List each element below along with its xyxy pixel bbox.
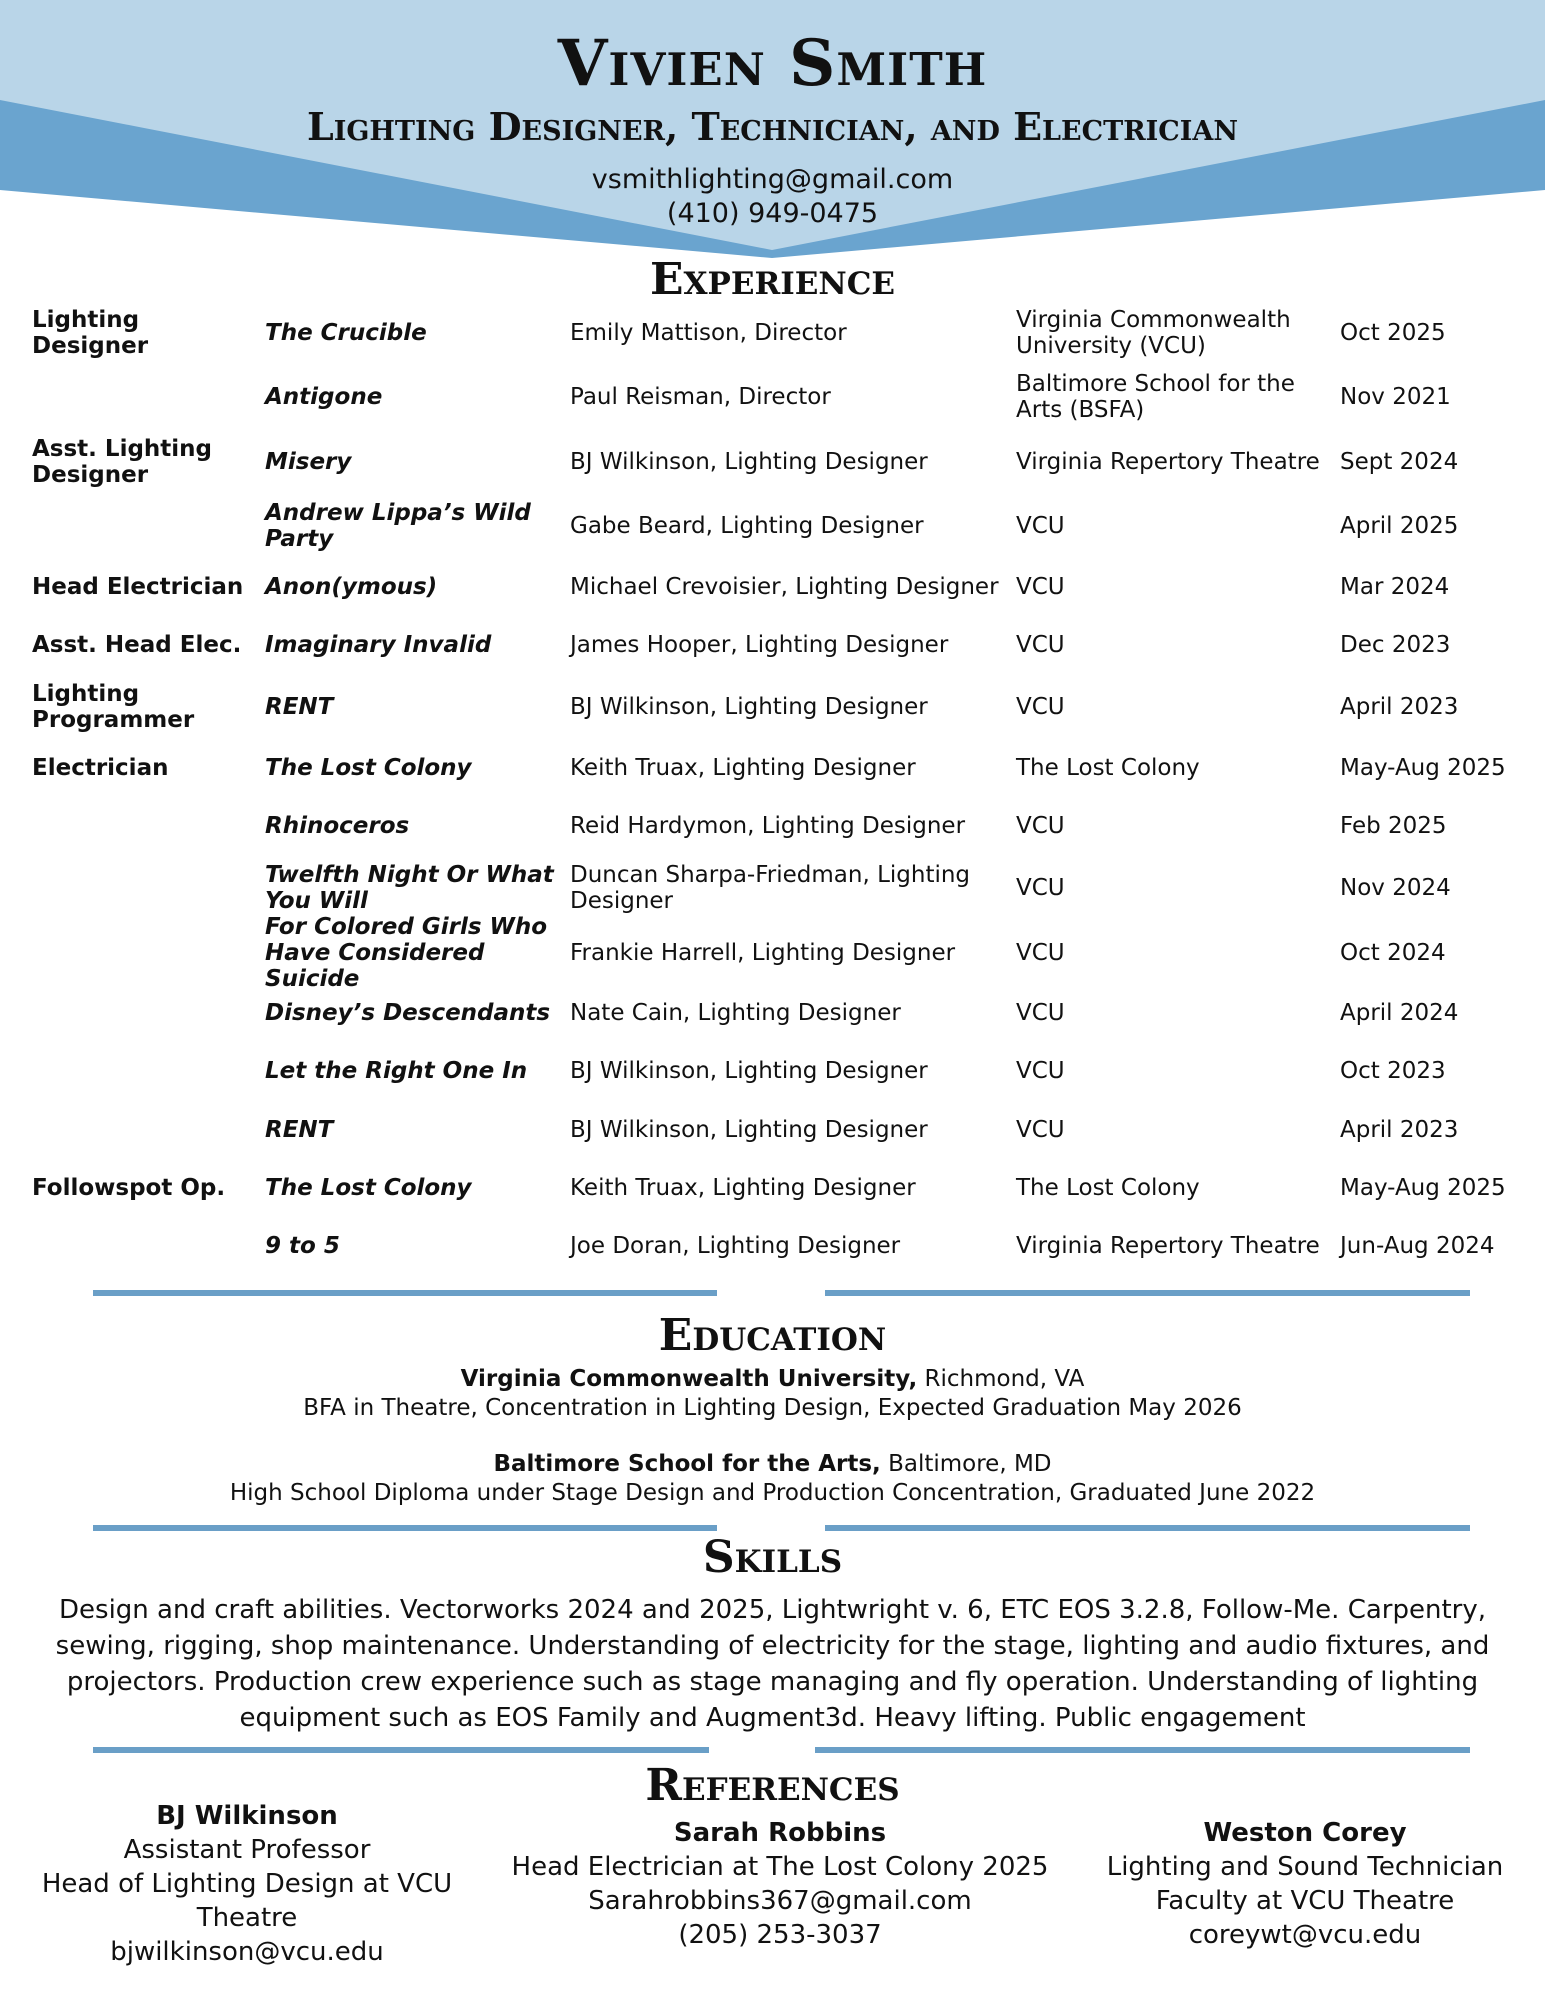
- collaborator: Paul Reisman, Director: [570, 384, 831, 410]
- candidate-name: Vivien Smith: [557, 26, 988, 101]
- collaborator: Keith Truax, Lighting Designer: [570, 1175, 916, 1201]
- date: April 2023: [1340, 1117, 1459, 1143]
- venue: VCU: [1016, 694, 1065, 720]
- date: Nov 2024: [1340, 875, 1451, 901]
- reference-name: Sarah Robbins: [673, 1818, 887, 1848]
- role: [32, 858, 257, 918]
- skills-text: Design and craft abilities. Vectorworks 2024 and 2025, Lightwright v. 6, ETC EOS 3.2.8, Follow-Me. Carpentry, sewing, rigging, shop maintenance. Understanding of electricity for the stage, lighting and audio fixtures, and projectors. Production crew experience such as stage managing and fly operation. Understanding of lighting equipment such as EOS Family and Augment3d. Heavy lifting. Public engagement: [55, 1595, 1490, 1733]
- show: Let the Right One In: [265, 1058, 528, 1084]
- collaborator: Keith Truax, Lighting Designer: [570, 755, 916, 781]
- collaborator: BJ Wilkinson, Lighting Designer: [570, 1058, 928, 1084]
- references-heading: References: [645, 1760, 900, 1811]
- show: For Colored Girls Who Have Considered Suicide: [265, 914, 548, 992]
- experience-row: [0, 303, 1545, 363]
- date: April 2023: [1340, 694, 1459, 720]
- role: Asst. Head Elec.: [32, 632, 242, 658]
- role: [32, 923, 257, 983]
- collaborator: Michael Crevoisier, Lighting Designer: [570, 574, 999, 600]
- collaborator: BJ Wilkinson, Lighting Designer: [570, 694, 928, 720]
- experience-row: [0, 496, 1545, 556]
- candidate-title: Lighting Designer, Technician, and Electrician: [306, 104, 1239, 149]
- collaborator: Reid Hardymon, Lighting Designer: [570, 813, 966, 839]
- divider: [825, 1290, 1470, 1296]
- venue: VCU: [1016, 513, 1065, 539]
- school-location: Richmond, VA: [924, 1366, 1085, 1392]
- reference-card: [22, 1799, 472, 1969]
- role: Lighting Designer: [32, 307, 149, 359]
- venue: VCU: [1016, 813, 1065, 839]
- venue: VCU: [1016, 940, 1065, 966]
- date: Feb 2025: [1340, 813, 1447, 839]
- show: 9 to 5: [265, 1233, 340, 1259]
- experience-row: [0, 983, 1545, 1043]
- venue: VCU: [1016, 1117, 1065, 1143]
- reference-line: Head of Lighting Design at VCU: [41, 1869, 453, 1899]
- show: Imaginary Invalid: [265, 632, 492, 658]
- collaborator: Joe Doran, Lighting Designer: [570, 1233, 901, 1259]
- date: Oct 2025: [1340, 320, 1446, 346]
- reference-card: [1090, 1816, 1520, 1952]
- experience-row: [0, 557, 1545, 617]
- school-name: Virginia Commonwealth University,: [460, 1366, 918, 1392]
- show: RENT: [265, 1117, 334, 1143]
- role: [32, 983, 257, 1043]
- venue: VCU: [1016, 632, 1065, 658]
- collaborator: Gabe Beard, Lighting Designer: [570, 513, 924, 539]
- show: Rhinoceros: [265, 813, 410, 839]
- divider: [825, 1525, 1470, 1531]
- divider: [93, 1747, 709, 1753]
- experience-row: [0, 677, 1545, 737]
- date: Sept 2024: [1340, 449, 1459, 475]
- date: Oct 2023: [1340, 1058, 1446, 1084]
- show: The Crucible: [265, 320, 427, 346]
- reference-email[interactable]: Sarahrobbins367@gmail.com: [588, 1886, 972, 1916]
- divider: [815, 1747, 1470, 1753]
- venue: Virginia Commonwealth University (VCU): [1016, 307, 1291, 359]
- collaborator: BJ Wilkinson, Lighting Designer: [570, 449, 928, 475]
- show: Antigone: [265, 384, 383, 410]
- date: April 2025: [1340, 513, 1459, 539]
- venue: The Lost Colony: [1016, 1175, 1200, 1201]
- reference-line: Lighting and Sound Technician: [1106, 1852, 1504, 1882]
- date: Jun-Aug 2024: [1340, 1233, 1495, 1259]
- reference-line: Theatre: [196, 1903, 298, 1933]
- date: Dec 2023: [1340, 632, 1451, 658]
- reference-email[interactable]: coreywt@vcu.edu: [1188, 1920, 1422, 1950]
- divider: [93, 1290, 717, 1296]
- experience-row: [0, 1100, 1545, 1160]
- collaborator: Nate Cain, Lighting Designer: [570, 1000, 901, 1026]
- reference-card: [500, 1816, 1060, 1952]
- collaborator: James Hooper, Lighting Designer: [570, 632, 949, 658]
- reference-line: Faculty at VCU Theatre: [1155, 1886, 1455, 1916]
- venue: The Lost Colony: [1016, 755, 1200, 781]
- role: [32, 1216, 257, 1276]
- experience-heading: Experience: [649, 254, 896, 305]
- experience-row: [0, 914, 1545, 992]
- phone: (410) 949-0475: [666, 198, 879, 229]
- skills-heading: Skills: [702, 1532, 843, 1583]
- show: Andrew Lippa’s Wild Party: [265, 500, 531, 552]
- experience-row: [0, 615, 1545, 675]
- experience-row: [0, 738, 1545, 798]
- show: RENT: [265, 694, 334, 720]
- show: Misery: [265, 449, 352, 475]
- date: May-Aug 2025: [1340, 755, 1506, 781]
- show: The Lost Colony: [265, 1175, 472, 1201]
- experience-row: [0, 858, 1545, 918]
- collaborator: Duncan Sharpa-Friedman, Lighting Designer: [570, 862, 971, 914]
- role: Followspot Op.: [32, 1175, 226, 1201]
- collaborator: Emily Mattison, Director: [570, 320, 847, 346]
- divider: [93, 1525, 717, 1531]
- role: [32, 1100, 257, 1160]
- show: Twelfth Night Or What You Will: [265, 862, 554, 914]
- role: [32, 796, 257, 856]
- email[interactable]: vsmithlighting@gmail.com: [591, 164, 954, 195]
- reference-name: BJ Wilkinson: [156, 1801, 338, 1831]
- date: Oct 2024: [1340, 940, 1446, 966]
- experience-row: [0, 1041, 1545, 1101]
- reference-name: Weston Corey: [1203, 1818, 1407, 1848]
- role: Asst. Lighting Designer: [32, 436, 213, 488]
- role: Electrician: [32, 755, 169, 781]
- show: Disney’s Descendants: [265, 1000, 551, 1026]
- education-school: [0, 1366, 1545, 1392]
- venue: Virginia Repertory Theatre: [1016, 1233, 1320, 1259]
- collaborator: BJ Wilkinson, Lighting Designer: [570, 1117, 928, 1143]
- reference-line: Assistant Professor: [123, 1835, 371, 1865]
- role: [32, 1041, 257, 1101]
- education-school: [0, 1451, 1545, 1477]
- venue: VCU: [1016, 574, 1065, 600]
- date: Mar 2024: [1340, 574, 1450, 600]
- education-heading: Education: [658, 1310, 887, 1361]
- experience-row: [0, 432, 1545, 492]
- experience-row: [0, 796, 1545, 856]
- role: Head Electrician: [32, 574, 244, 600]
- reference-phone: (205) 253-3037: [678, 1920, 882, 1950]
- show: Anon(ymous): [265, 574, 438, 600]
- experience-row: [0, 1216, 1545, 1276]
- role: Lighting Programmer: [32, 681, 195, 733]
- date: May-Aug 2025: [1340, 1175, 1506, 1201]
- education-detail: High School Diploma under Stage Design and Production Concentration, Graduated June 2022: [229, 1480, 1316, 1506]
- venue: Virginia Repertory Theatre: [1016, 449, 1320, 475]
- school-name: Baltimore School for the Arts,: [493, 1451, 881, 1477]
- reference-line: Head Electrician at The Lost Colony 2025: [511, 1852, 1049, 1882]
- role: [32, 367, 257, 427]
- education-detail: BFA in Theatre, Concentration in Lighting Design, Expected Graduation May 2026: [303, 1395, 1242, 1421]
- reference-email[interactable]: bjwilkinson@vcu.edu: [110, 1937, 384, 1967]
- venue: Baltimore School for the Arts (BSFA): [1016, 371, 1295, 423]
- role: [32, 496, 257, 556]
- school-location: Baltimore, MD: [888, 1451, 1052, 1477]
- experience-row: [0, 1158, 1545, 1218]
- date: Nov 2021: [1340, 384, 1451, 410]
- show: The Lost Colony: [265, 755, 472, 781]
- collaborator: Frankie Harrell, Lighting Designer: [570, 940, 956, 966]
- venue: VCU: [1016, 875, 1065, 901]
- experience-row: [0, 367, 1545, 427]
- date: April 2024: [1340, 1000, 1459, 1026]
- venue: VCU: [1016, 1058, 1065, 1084]
- venue: VCU: [1016, 1000, 1065, 1026]
